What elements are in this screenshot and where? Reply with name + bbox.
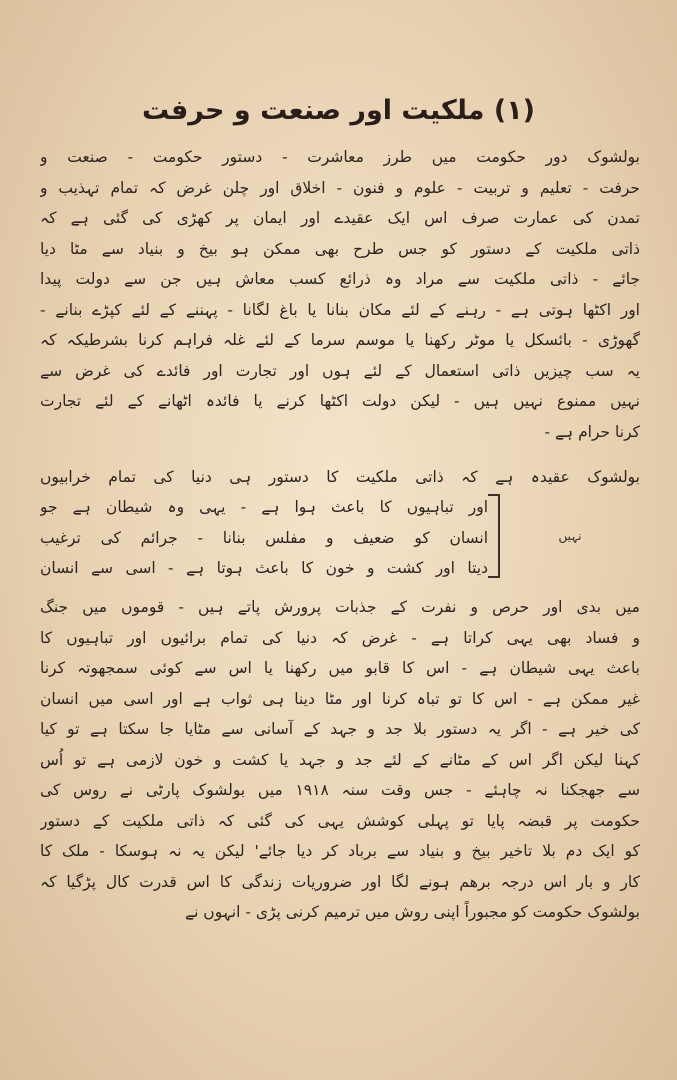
text-line: یہ سب چیزیں ذاتی استعمال کے لئے ہوں اور تجارت اور فائدے کی غرض سے — [40, 361, 640, 380]
text-line: گھوڑی - بائسکل یا موٹر رکھنا یا موسم سرما کے لئے غلہ فراہم کرنا بشرطیکہ کہ — [40, 331, 640, 349]
inset-bracket-tick — [488, 494, 500, 496]
text-line: کی خیر ہے - اگر یہ دستور بلا جد و جہد کے آسانی سے مٹایا جا سکتا ہے تو کیا — [40, 720, 640, 738]
text-line: انسان کو ضعیف و مفلس بنانا - جرائم کی ترغیب — [40, 528, 488, 547]
text-line: و فساد بھی یہی کراتا ہے - غرض کہ دنیا کی تمام برائیوں اور تباہیوں کا — [40, 628, 640, 647]
text-line: باعث یہی شیطان ہے - اس کا قابو میں رکھنا یا اس سے کوئی سمجھوتہ کرنا — [40, 659, 640, 677]
inset-label: نہیں — [558, 529, 582, 543]
text-line: ذاتی ملکیت کے دستور کو جس طرح بھی ممکن ہو بیخ و بنیاد سے مٹا دیا — [40, 239, 640, 258]
text-line: جائے - ذاتی ملکیت سے مراد وہ ذرائع کسب معاش ہیں جن سے دولت پیدا — [40, 270, 640, 288]
text-line: اور اکٹھا ہوتی ہے - رہنے کے لئے مکان بنانا یا باغ لگانا - پہننے کے لئے کپڑے بنانے - — [40, 300, 640, 319]
text-line: بولشوک عقیدہ ہے کہ ذاتی ملکیت کا دستور ہی دنیا کی تمام خرابیوں — [40, 468, 640, 486]
inset-block — [40, 492, 640, 582]
text-line: تمدن کی عمارت صرف اس ایک عقیدے اور ایمان پر کھڑی کی گئی ہے کہ — [40, 209, 640, 227]
text-line: کار و بار اس درجہ برھم ہونے لگا اور ضروریات زندگی کا اس قدرت کال پڑگیا کہ — [40, 872, 640, 891]
paragraph-3 — [40, 592, 640, 928]
chapter-title: (۱) ملکیت اور صنعت و حرفت — [141, 95, 536, 126]
text-line: اور تباہیوں کا باعث ہوا ہے - یہی وہ شیطان ہے جو — [40, 498, 488, 516]
text-line: کرنا حرام ہے - — [544, 422, 640, 441]
text-line: نہیں ممنوع نہیں ہیں - لیکن دولت اکٹھا کرنے یا فائدہ اٹھانے کے لئے تجارت — [40, 392, 640, 410]
inset-text — [40, 492, 488, 584]
text-line: سے جھجکنا نہ چاہئے - جس وقت سنہ ۱۹۱۸ میں بولشوک پارٹی نے روس کی — [40, 781, 640, 799]
text-line: حرفت - تعلیم و تربیت - علوم و فنون - اخلاق اور چلن غرض کہ تمام تہذیب و — [40, 178, 640, 197]
text-line: غیر ممکن ہے - اس کا تو تباہ کرنا اور مٹا دینا ہی ثواب ہے اور اسی میں انسان — [40, 689, 640, 708]
text-line: بولشوک حکومت کو مجبوراً اپنی روش میں ترمیم کرنی پڑی - انہوں نے — [184, 903, 640, 921]
paragraph-2-intro — [40, 462, 640, 493]
inset-bracket-tick — [488, 576, 500, 578]
paragraph-1 — [40, 142, 640, 447]
text-line: کو ایک دم بلا تاخیر بیخ و بنیاد سے برباد کر دیا جائے' لیکن یہ نہ ہوسکا - ملک کا — [40, 842, 640, 860]
text-line: میں بدی اور حرص و نفرت کے جذبات پرورش پاتے ہیں - قوموں میں جنگ — [40, 598, 640, 616]
text-line: کہنا لیکن اگر اس کے مٹانے کے لئے جد و جہد یا کشت و خون لازمی ہے تو اُس — [40, 750, 640, 769]
text-line: بولشوک دور حکومت میں طرز معاشرت - دستور حکومت - صنعت و — [40, 148, 640, 166]
text-line: دیتا اور کشت و خون کا باعث ہوتا ہے - اسی سے انسان — [40, 559, 488, 577]
inset-bracket-rule — [498, 494, 500, 578]
text-line: حکومت پر قبضہ پایا تو پہلی کوشش یہی کی گئی کہ ذاتی ملکیت کے دستور — [40, 811, 640, 830]
